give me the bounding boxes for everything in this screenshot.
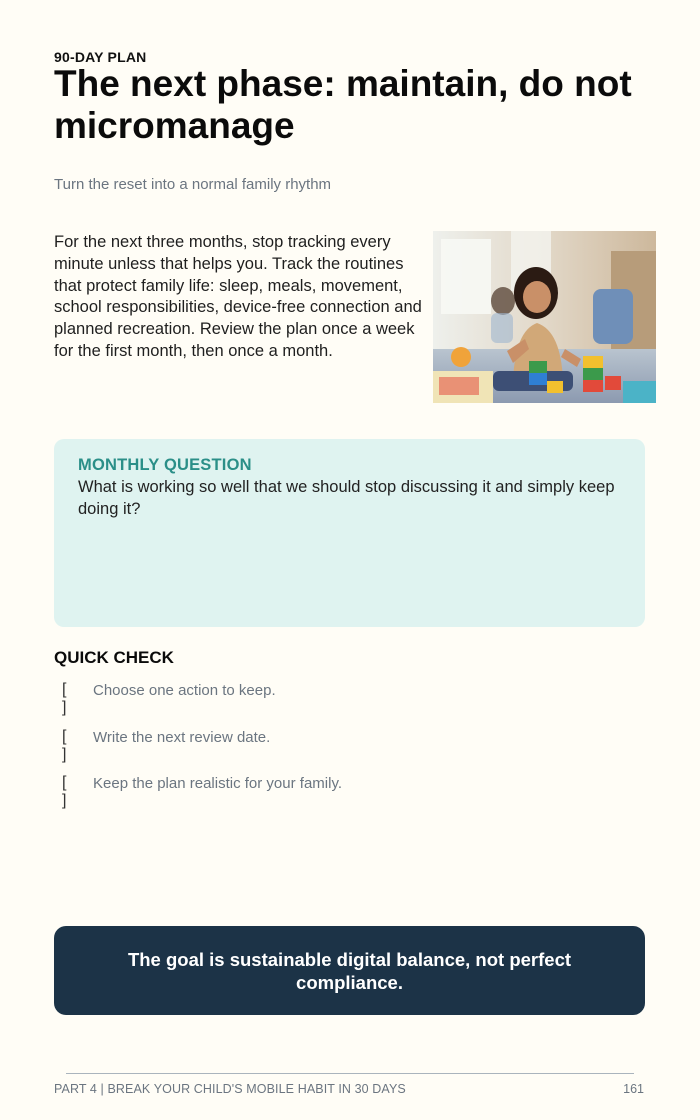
page-subtitle: Turn the reset into a normal family rhythm [54,176,332,193]
footer-divider [66,1073,634,1074]
goal-banner [54,926,645,1015]
checklist-item-label: Choose one action to keep. [93,682,276,699]
checkbox-marker: [ ] [62,774,67,809]
quick-check-heading: QUICK CHECK [54,648,174,667]
body-paragraph: For the next three months, stop tracking every minute unless that helps you. Track the routines that protect family life: sleep, meals, movement, school responsibilities, device-free connection and planned recreation. Review the plan once a week for the first month, then once a month. [54,233,422,360]
child-playing-photo [433,231,656,403]
callout-text: What is working so well that we should stop discussing it and simply keep doing it? [78,478,615,518]
section-kicker: 90-DAY PLAN [54,49,147,65]
goal-banner-text: The goal is sustainable digital balance, not perfect compliance. [127,948,572,993]
callout-label: MONTHLY QUESTION [78,456,252,474]
checkbox-marker: [ ] [62,681,67,716]
monthly-question-callout [54,439,645,627]
page-number: 161 [623,1082,644,1096]
checkbox-marker: [ ] [62,727,67,763]
checklist-item-label: Write the next review date. [93,728,271,746]
footer-running-title: PART 4 | BREAK YOUR CHILD'S MOBILE HABIT IN 30 DAYS [54,1082,406,1096]
checklist-item-label: Keep the plan realistic for your family. [93,775,343,792]
page-title: The next phase: maintain, do not micromanage [54,63,632,146]
